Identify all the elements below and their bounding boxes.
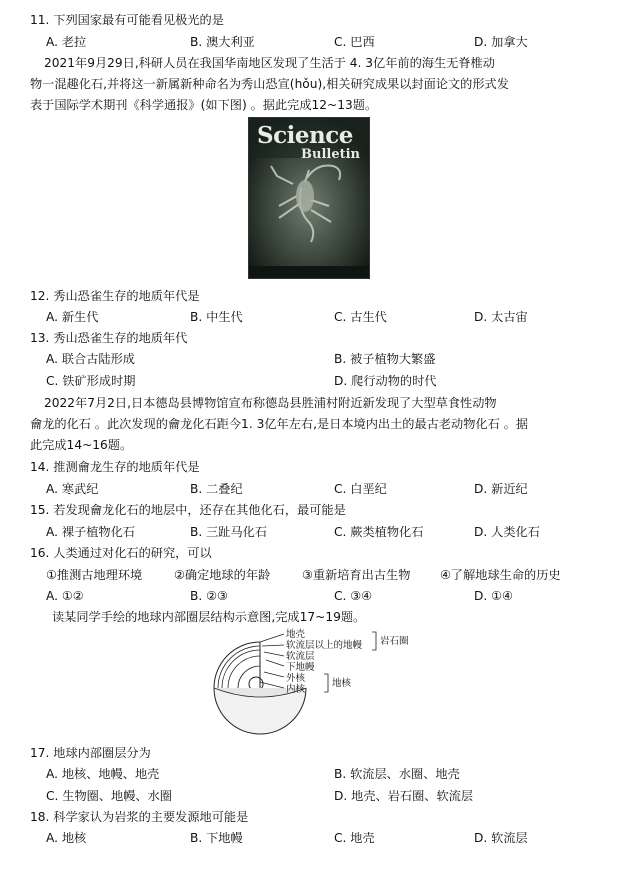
q16-option-c: C. ③④ xyxy=(334,589,373,603)
question-16-stem: 16. 人类通过对化石的研究，可以 xyxy=(30,546,212,560)
label-upper-mantle: 软流层以上的地幔 xyxy=(286,640,363,651)
passage3-line1: 读某同学手绘的地球内部圈层结构示意图,完成17~19题。 xyxy=(52,610,366,624)
earth-interior-diagram xyxy=(200,628,420,738)
q15-option-b: B. 三趾马化石 xyxy=(190,525,268,539)
question-14-stem: 14. 推测龠龙生存的地质年代是 xyxy=(30,460,200,474)
q12-option-c: C. 古生代 xyxy=(334,310,387,324)
passage1-line1: 2021年9月29日,科研人员在我国华南地区发现了生活于 4. 3亿年前的海生无脊椎动 xyxy=(44,56,495,70)
q16-statement-4: ④了解地球生命的历史 xyxy=(440,568,561,582)
label-lithosphere-group: 岩石圈 xyxy=(380,636,409,647)
q18-option-a: A. 地核 xyxy=(46,831,87,845)
q17-option-d: D. 地壳、岩石圈、软流层 xyxy=(334,789,474,803)
q11-option-c: C. 巴西 xyxy=(334,35,375,49)
journal-cover-image xyxy=(248,117,370,279)
q16-statement-1: ①推测古地理环境 xyxy=(46,568,143,582)
label-outer-core: 外核 xyxy=(286,673,306,684)
q13-option-b: B. 被子植物大繁盛 xyxy=(334,352,436,366)
q11-option-a: A. 老拉 xyxy=(46,35,87,49)
q15-option-c: C. 蕨类植物化石 xyxy=(334,525,424,539)
q12-option-b: B. 中生代 xyxy=(190,310,243,324)
question-15-stem: 15. 若发现龠龙化石的地层中，还存在其他化石，最可能是 xyxy=(30,503,346,517)
passage1-line2: 物一混趣化石,并将这一新属新种命名为秀山恐宣(hǒu),相关研究成果以封面论文的形式发 xyxy=(30,77,509,91)
q14-option-d: D. 新近纪 xyxy=(474,482,528,496)
q14-option-a: A. 寒武纪 xyxy=(46,482,99,496)
question-13-stem: 13. 秀山恐雀生存的地质年代 xyxy=(30,331,188,345)
label-core-group: 地核 xyxy=(332,678,352,689)
question-12-stem: 12. 秀山恐雀生存的地质年代是 xyxy=(30,289,200,303)
q12-option-d: D. 太古宙 xyxy=(474,310,528,324)
question-18-stem: 18. 科学家认为岩浆的主要发源地可能是 xyxy=(30,810,249,824)
q16-option-a: A. ①② xyxy=(46,589,84,603)
q17-option-c: C. 生物圈、地幔、水圈 xyxy=(46,789,172,803)
q16-statement-3: ③重新培育出古生物 xyxy=(302,568,411,582)
q13-option-a: A. 联合古陆形成 xyxy=(46,352,135,366)
q11-option-d: D. 加拿大 xyxy=(474,35,528,49)
q18-option-d: D. 软流层 xyxy=(474,831,528,845)
q17-option-a: A. 地核、地幔、地壳 xyxy=(46,767,160,781)
q17-option-b: B. 软流层、水圈、地壳 xyxy=(334,767,460,781)
q18-option-c: C. 地壳 xyxy=(334,831,375,845)
question-17-stem: 17. 地球内部圈层分为 xyxy=(30,746,151,760)
cover-title-science: Science xyxy=(257,122,353,149)
passage2-line2: 龠龙的化石 。此次发现的龠龙化石距今1. 3亿年左右,是日本境内出土的最古老动物化石 。据 xyxy=(30,417,529,431)
label-crust: 地壳 xyxy=(286,629,306,640)
q14-option-b: B. 二叠纪 xyxy=(190,482,243,496)
q13-option-c: C. 铁矿形成时期 xyxy=(46,374,136,388)
label-lower-mantle: 下地幔 xyxy=(286,662,315,673)
q16-option-b: B. ②③ xyxy=(190,589,228,603)
q12-option-a: A. 新生代 xyxy=(46,310,99,324)
q14-option-c: C. 白垩纪 xyxy=(334,482,387,496)
cover-title-bulletin: Bulletin xyxy=(301,147,360,162)
label-inner-core: 内核 xyxy=(286,684,306,695)
label-asthenosphere: 软流层 xyxy=(286,651,315,662)
q11-option-b: B. 澳大利亚 xyxy=(190,35,255,49)
q16-option-d: D. ①④ xyxy=(474,589,513,603)
q15-option-a: A. 裸子植物化石 xyxy=(46,525,135,539)
question-11-stem: 11. 下列国家最有可能看见极光的是 xyxy=(30,13,224,27)
passage2-line1: 2022年7月2日,日本德岛县博物馆宣布称德岛县胜浦村附近新发现了大型草食性动物 xyxy=(44,396,497,410)
q18-option-b: B. 下地幔 xyxy=(190,831,243,845)
passage1-line3: 表于国际学术期刊《科学通报》(如下图) 。据此完成12~13题。 xyxy=(30,98,378,112)
q13-option-d: D. 爬行动物的时代 xyxy=(334,374,437,388)
q15-option-d: D. 人类化石 xyxy=(474,525,540,539)
passage2-line3: 此完成14~16题。 xyxy=(30,438,133,452)
q16-statement-2: ②确定地球的年龄 xyxy=(174,568,271,582)
